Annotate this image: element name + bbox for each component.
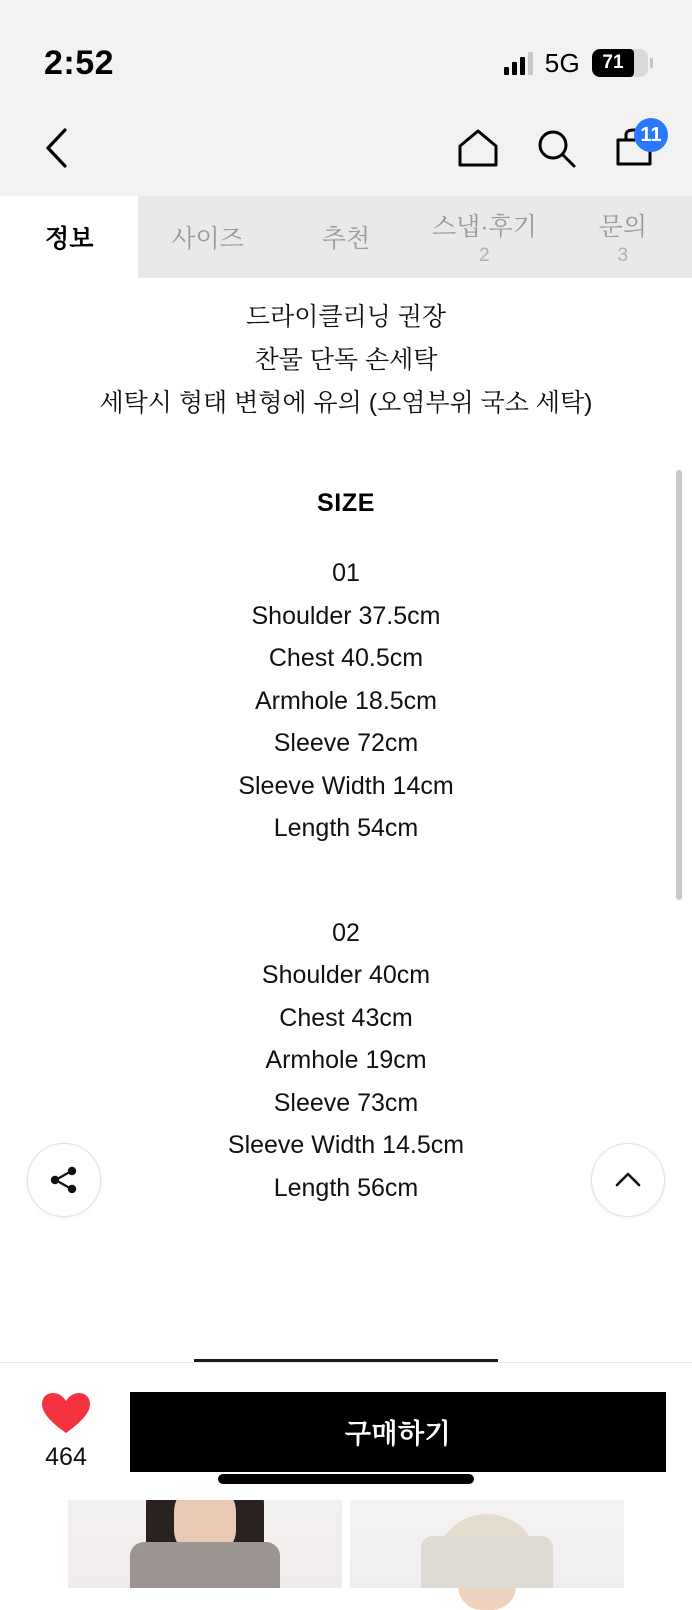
chevron-left-icon xyxy=(43,126,69,170)
back-button[interactable] xyxy=(34,126,78,170)
tab-snap-review-count: 2 xyxy=(479,245,490,266)
size-row: Shoulder 37.5cm xyxy=(251,601,441,630)
share-icon xyxy=(46,1162,82,1198)
size-row: Length 54cm xyxy=(273,814,419,842)
size-name: 02 xyxy=(332,918,360,947)
tab-inquiry-count: 3 xyxy=(617,245,629,266)
size-row: Sleeve Width 14.5cm xyxy=(227,1131,465,1159)
size-row: Length 56cm xyxy=(273,1173,419,1202)
scrollbar-thumb[interactable] xyxy=(676,470,682,900)
cellular-signal-icon xyxy=(504,51,533,75)
heart-icon xyxy=(40,1391,92,1437)
nav-bar xyxy=(0,100,692,196)
size-name: 01 xyxy=(332,559,360,587)
size-block-02 xyxy=(0,912,692,1210)
care-instruction-line: 세탁시 형태 변형에 유의 (오염부위 국소 세탁) xyxy=(99,389,593,417)
share-button[interactable] xyxy=(27,1143,101,1217)
home-indicator xyxy=(218,1474,474,1484)
home-button[interactable] xyxy=(454,124,502,172)
status-right-cluster xyxy=(504,48,648,79)
size-row: Sleeve Width 14cm xyxy=(238,771,454,800)
tab-size[interactable] xyxy=(138,196,276,278)
cart-badge: 11 xyxy=(634,118,668,152)
search-button[interactable] xyxy=(532,124,580,172)
size-section-title: SIZE xyxy=(317,489,375,517)
size-row: Armhole 18.5cm xyxy=(254,686,438,715)
chevron-up-icon xyxy=(611,1163,645,1197)
nav-icon-group xyxy=(454,123,662,172)
scroll-to-top-button[interactable] xyxy=(591,1143,665,1217)
like-count: 464 xyxy=(45,1443,87,1471)
care-instruction-line: 찬물 단독 손세탁 xyxy=(254,346,438,374)
tab-info[interactable] xyxy=(0,196,138,278)
status-time: 2:52 xyxy=(44,43,115,82)
size-row: Sleeve 73cm xyxy=(273,1088,419,1117)
tab-snap-review[interactable] xyxy=(415,196,553,278)
size-row: Armhole 19cm xyxy=(265,1046,427,1074)
tab-inquiry-label: 문의 xyxy=(598,213,647,241)
home-icon xyxy=(455,125,501,171)
battery-level-label: 71 xyxy=(602,52,624,73)
tab-recommend-label: 추천 xyxy=(321,225,371,253)
size-block-01 xyxy=(0,552,692,850)
tab-size-label: 사이즈 xyxy=(171,225,244,253)
tab-info-label: 정보 xyxy=(45,225,94,253)
cart-button[interactable] xyxy=(610,123,662,172)
care-instruction-line: 드라이클리닝 권장 xyxy=(245,303,447,331)
tab-snap-review-label: 스냅·후기 xyxy=(431,213,537,241)
status-bar xyxy=(0,0,692,100)
battery-icon xyxy=(592,49,648,77)
like-button[interactable] xyxy=(26,1391,106,1472)
search-icon xyxy=(533,125,579,171)
size-row: Sleeve 72cm xyxy=(273,729,419,757)
network-type-label: 5G xyxy=(544,47,580,78)
tab-recommend[interactable] xyxy=(277,196,415,278)
size-row: Chest 43cm xyxy=(279,1003,413,1032)
product-detail-content[interactable] xyxy=(0,278,692,1319)
size-row: Chest 40.5cm xyxy=(268,644,424,672)
tab-inquiry[interactable] xyxy=(554,196,692,278)
size-row: Shoulder 40cm xyxy=(261,961,431,989)
tab-bar xyxy=(0,196,692,278)
buy-button[interactable]: 구매하기 xyxy=(130,1392,666,1472)
